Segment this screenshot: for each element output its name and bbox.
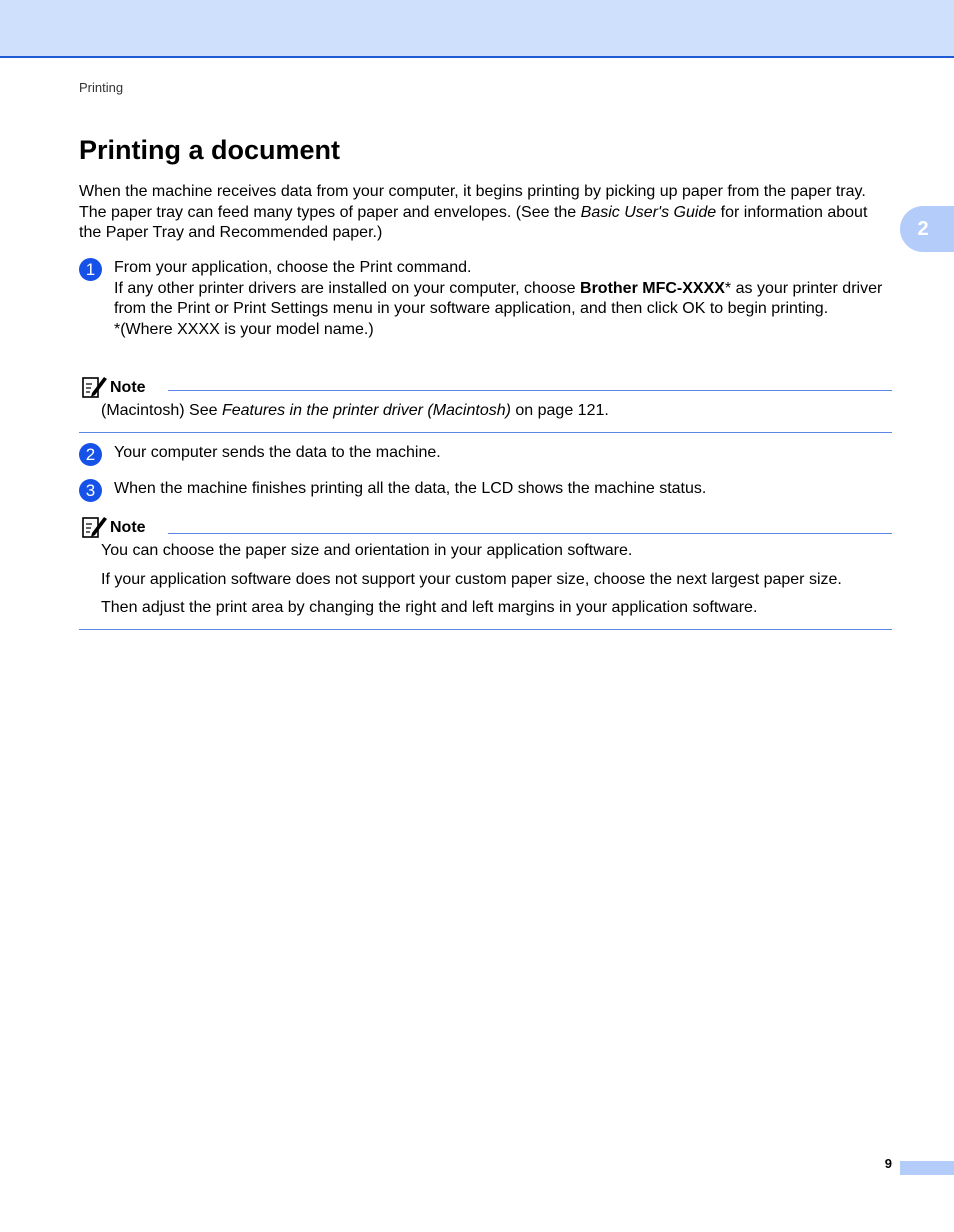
printer-driver-name: Brother MFC-XXXX <box>580 279 725 297</box>
step-text: Your computer sends the data to the machine. <box>114 444 441 461</box>
note-box <box>79 513 892 630</box>
note-text: on page 121. <box>510 402 609 419</box>
step-body <box>114 479 894 500</box>
chapter-tab <box>900 206 954 252</box>
running-head: Printing <box>79 80 124 95</box>
intro-guide-title: Basic User's Guide <box>580 203 717 221</box>
note-header <box>79 373 892 399</box>
step-line <box>114 258 894 279</box>
page-number: 9 <box>884 1156 892 1171</box>
note-link-title: Features in the printer driver (Macintosh) <box>221 402 511 419</box>
note-paragraph <box>101 598 892 619</box>
note-pencil-icon <box>81 513 107 539</box>
step-text: *(Where XXXX is your model name.) <box>114 320 374 338</box>
step-text: * as your printer driver from the Print or Print Settings menu in your software application, and then click OK to begin printing. <box>114 279 883 317</box>
note-bottom-rule <box>79 629 892 630</box>
top-header-band <box>0 0 954 58</box>
note-pencil-icon <box>81 373 107 399</box>
note-text: If your application software does not support your custom paper size, choose the next largest paper size. <box>101 570 842 588</box>
step-body <box>114 258 894 340</box>
note-label: Note <box>110 379 146 396</box>
note-top-rule <box>168 390 892 391</box>
note-box <box>79 373 892 433</box>
step-text: When the machine finishes printing all the data, the LCD shows the machine status. <box>114 480 707 497</box>
chapter-number: 2 <box>917 217 929 240</box>
page-footer-band <box>900 1161 954 1175</box>
note-header <box>79 513 892 539</box>
page-title: Printing a document <box>79 135 341 165</box>
intro-text: for information about the Paper Tray and Recommended paper.) <box>79 203 868 241</box>
step-number-badge: 2 <box>79 443 102 466</box>
note-body <box>79 541 892 619</box>
step-1 <box>79 258 894 340</box>
step-line <box>114 479 894 500</box>
note-bottom-rule <box>79 432 892 433</box>
step-number-badge: 3 <box>79 479 102 502</box>
note-paragraph <box>101 401 892 422</box>
intro-paragraph <box>79 182 894 244</box>
step-number-badge: 1 <box>79 258 102 281</box>
note-label: Note <box>110 519 146 536</box>
step-line <box>114 279 894 320</box>
step-line <box>114 443 894 464</box>
step-body <box>114 443 894 464</box>
note-paragraph <box>101 541 892 562</box>
note-text: You can choose the paper size and orientation in your application software. <box>101 542 633 559</box>
note-paragraph <box>101 570 892 591</box>
step-3 <box>79 479 894 500</box>
note-body <box>79 401 892 422</box>
step-line <box>114 320 894 341</box>
intro-text: When the machine receives data from your computer, it begins printing by picking up paper from the paper tray. The paper tray can feed many types of paper and envelopes. (See the <box>79 183 866 221</box>
step-text: If any other printer drivers are installed on your computer, choose <box>114 279 581 297</box>
note-text: (Macintosh) See <box>101 402 222 419</box>
step-text: From your application, choose the Print command. <box>114 259 472 276</box>
step-2 <box>79 443 894 464</box>
note-text: Then adjust the print area by changing the right and left margins in your application software. <box>101 599 758 616</box>
note-top-rule <box>168 533 892 534</box>
